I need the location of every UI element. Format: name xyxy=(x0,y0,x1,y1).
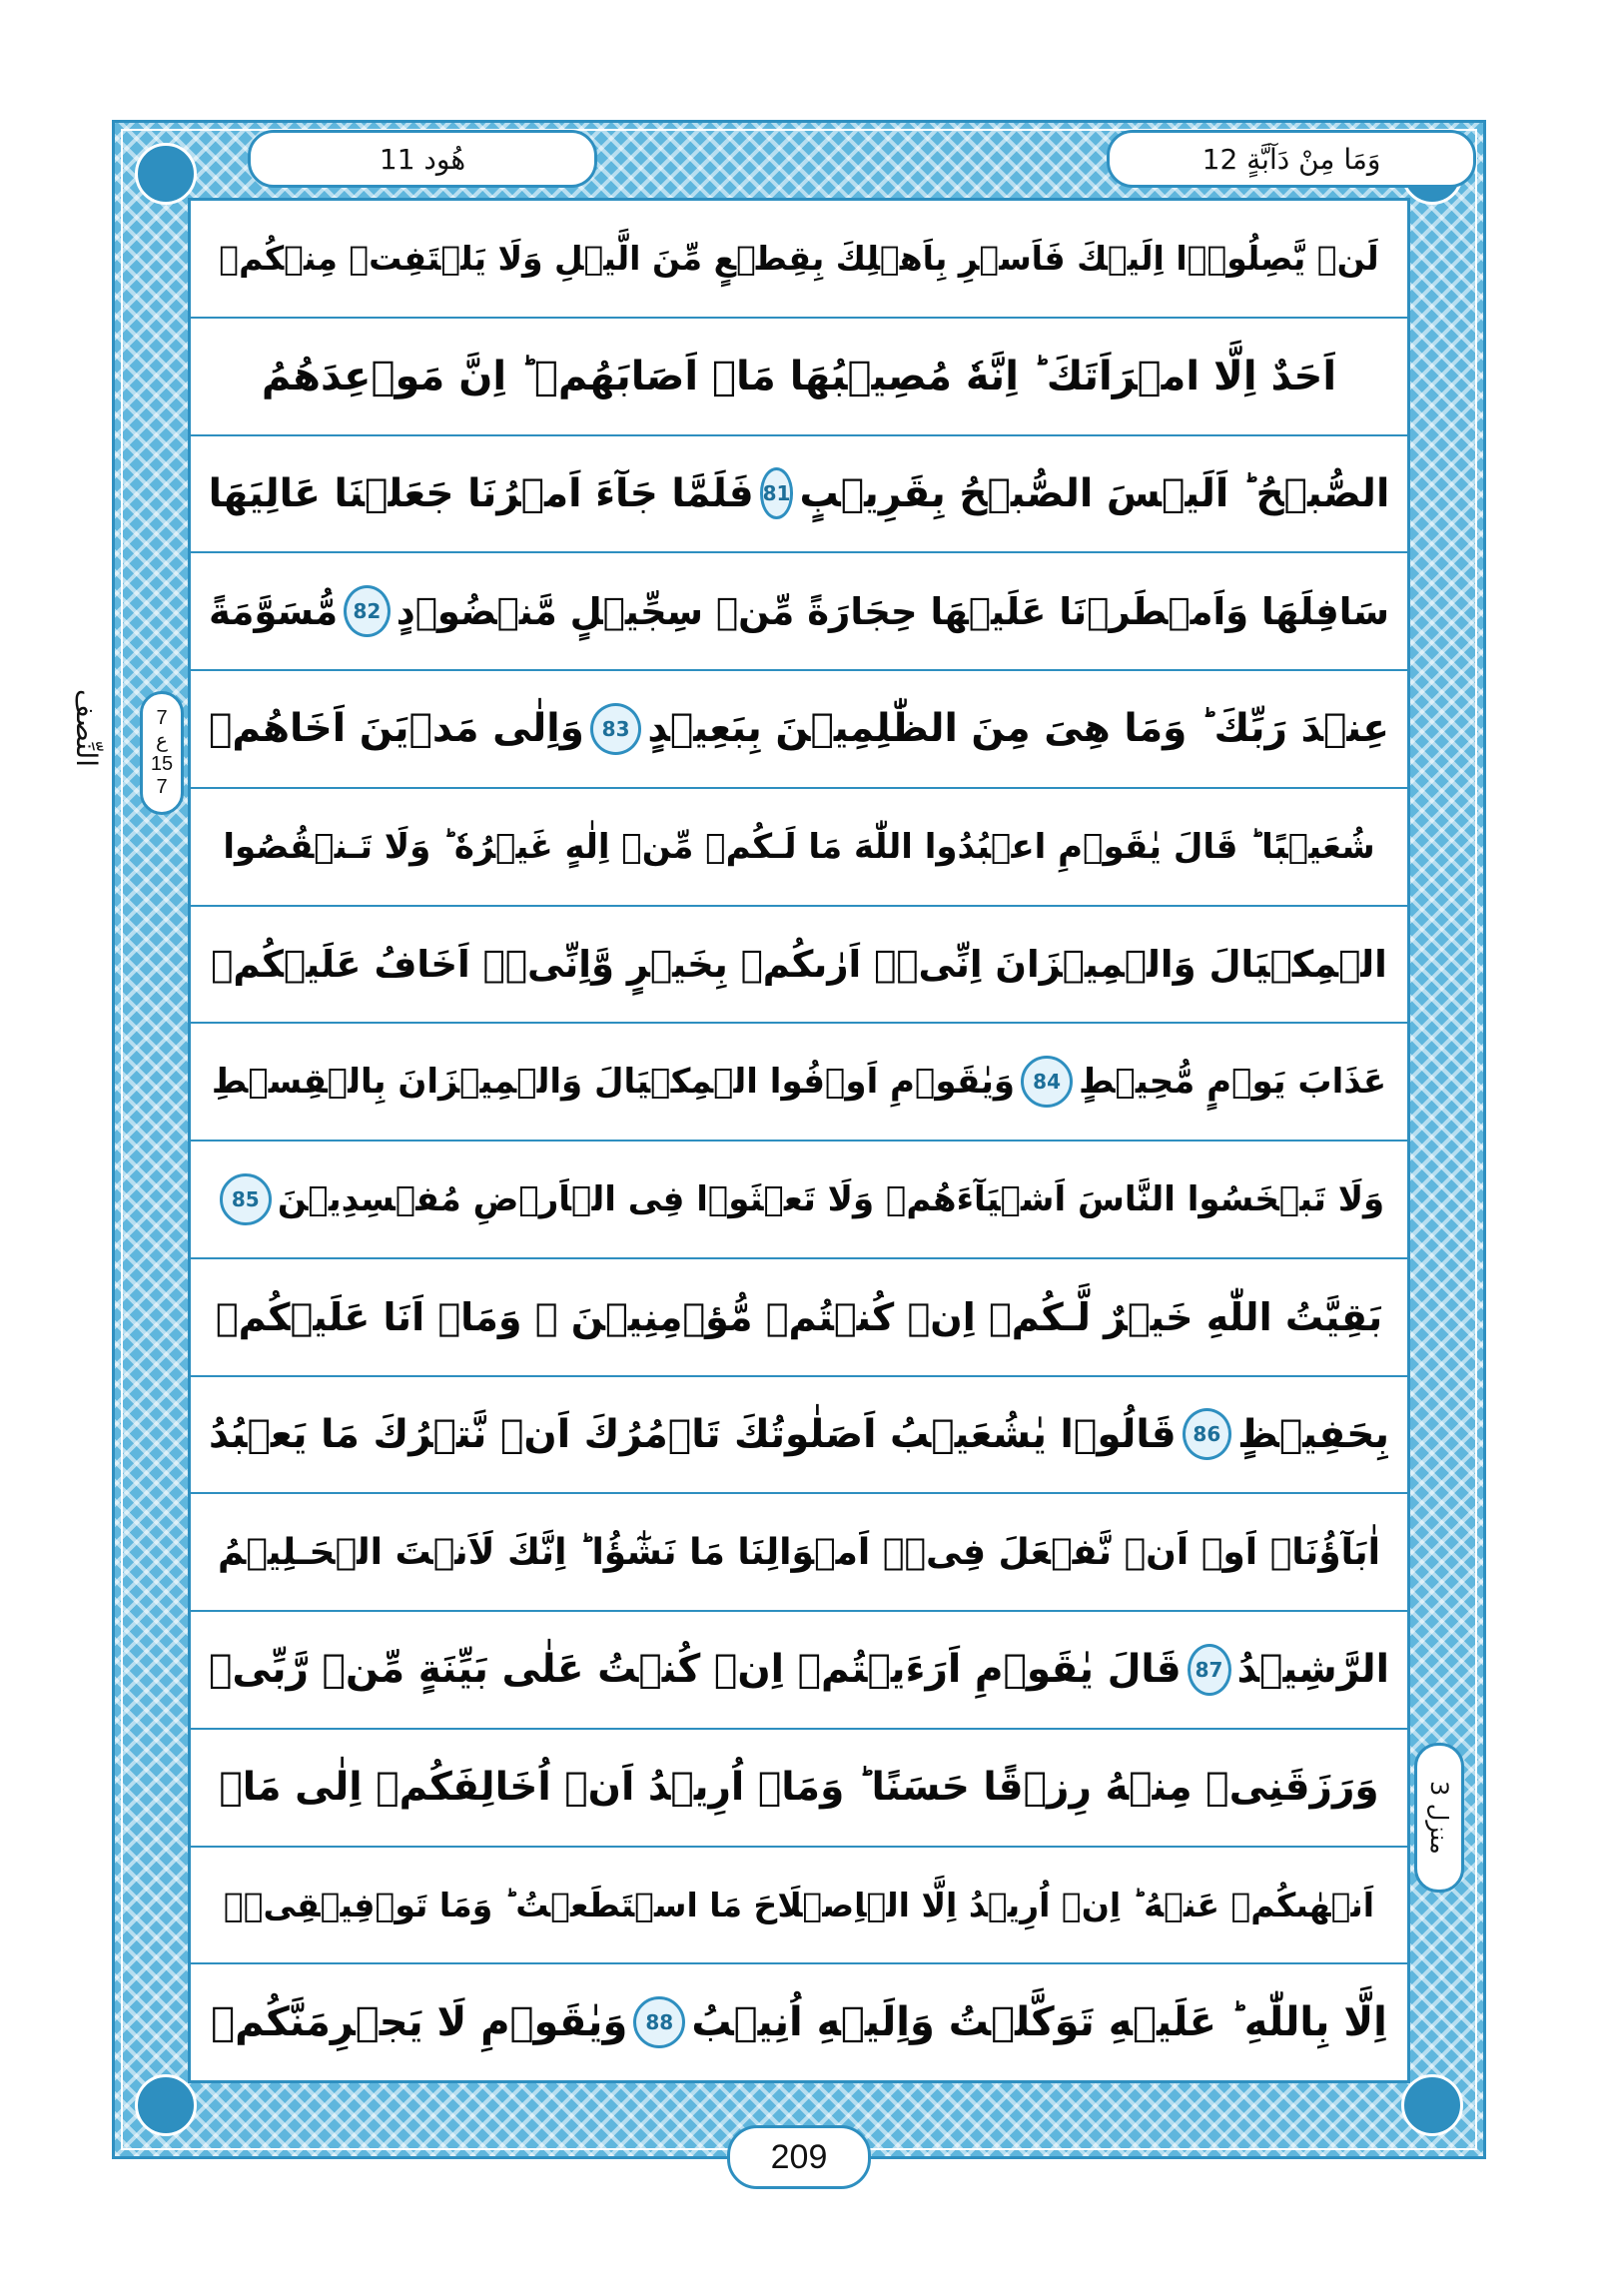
ayah-number-marker: 88 xyxy=(633,1996,685,2048)
verse-line xyxy=(191,201,1407,319)
corner-ornament xyxy=(135,2074,197,2136)
line-text: عِنۡدَ رَبِّكَ ؕ وَمَا هِىَ مِنَ الظّٰلِمِيۡنَ بِبَعِيۡدٍ xyxy=(647,706,1389,752)
verse-line xyxy=(191,1494,1407,1612)
ayah-number-marker: 86 xyxy=(1183,1408,1231,1460)
corner-ornament xyxy=(1401,2074,1463,2136)
verse-line xyxy=(191,1259,1407,1377)
verse-line xyxy=(191,436,1407,554)
verse-line xyxy=(191,1024,1407,1142)
line-text: الصُّبۡحُ ؕ اَلَيۡسَ الصُّبۡحُ بِقَرِيۡبٍ xyxy=(799,470,1390,516)
line-text: وَاِلٰى مَدۡيَنَ اَخَاهُمۡ xyxy=(209,706,584,752)
line-text: اَنۡهٰٮكُمۡ عَنۡهُ ؕ اِنۡ اُرِيۡدُ اِلَّا الۡاِصۡلَاحَ مَا اسۡتَطَعۡتُ ؕ وَمَا تَوۡفِيۡقِىۡۤ xyxy=(223,1885,1375,1924)
line-text: وَلَا تَبۡخَسُوا النَّاسَ اَشۡيَآءَهُمۡ وَلَا تَعۡثَوۡا فِى الۡاَرۡضِ مُفۡسِدِيۡنَ xyxy=(277,1178,1385,1219)
verse-line xyxy=(191,319,1407,436)
line-text: وَيٰقَوۡمِ اَوۡفُوا الۡمِكۡيَالَ وَالۡمِيۡزَانَ بِالۡقِسۡطِ xyxy=(211,1062,1016,1103)
line-text: فَلَمَّا جَآءَ اَمۡرُنَا جَعَلۡنَا عَالِيَهَا xyxy=(208,470,754,516)
verse-line xyxy=(191,671,1407,789)
line-text: سَافِلَهَا وَاَمۡطَرۡنَا عَلَيۡهَا حِجَارَةً مِّنۡ سِجِّيۡلٍ مَّنۡضُوۡدٍ xyxy=(396,589,1389,633)
verse-line xyxy=(191,1612,1407,1730)
line-text: وَرَزَقَنِىۡ مِنۡهُ رِزۡقًا حَسَنًا ؕ وَمَاۤ اُرِيۡدُ اَنۡ اُخَالِفَكُمۡ اِلٰى مَاۤ xyxy=(219,1765,1379,1811)
line-text: شُعَيۡبًا ؕ قَالَ يٰقَوۡمِ اعۡبُدُوا اللّٰهَ مَا لَـكُمۡ مِّنۡ اِلٰهٍ غَيۡرُهٗ ؕ وَلَا تَـنۡقُصُوا xyxy=(223,826,1375,867)
line-text: مُّسَوَّمَةً xyxy=(209,589,339,633)
line-text: قَالَ يٰقَوۡمِ اَرَءَيۡتُمۡ اِنۡ كُنۡتُ عَلٰى بَيِّنَةٍ مِّنۡ رَّبِّىۡ xyxy=(209,1647,1182,1693)
line-text: بَقِيَّتُ اللّٰهِ خَيۡرٌ لَّـكُمۡ اِنۡ كُنۡتُمۡ مُّؤۡمِنِيۡنَ ۚ وَمَاۤ اَنَا عَلَيۡكُمۡ xyxy=(215,1294,1383,1339)
juz-name-header: وَمَا مِنْ دَآبَّةٍ 12 xyxy=(1107,130,1476,188)
verse-line xyxy=(191,789,1407,907)
verse-line xyxy=(191,1377,1407,1495)
line-text: عَذَابَ يَوۡمٍ مُّحِيۡطٍ xyxy=(1079,1062,1387,1103)
verse-line xyxy=(191,1730,1407,1848)
ruku-symbol: ع xyxy=(156,730,168,752)
line-text: قَالُوۡا يٰشُعَيۡبُ اَصَلٰوتُكَ تَاۡمُرُكَ اَنۡ نَّتۡرُكَ مَا يَعۡبُدُ xyxy=(209,1411,1177,1457)
line-text: اَحَدٌ اِلَّا امۡرَاَتَكَ ؕ اِنَّهٗ مُصِيۡبُهَا مَاۤ اَصَابَهُمۡ ؕ اِنَّ مَوۡعِدَهُمُ xyxy=(261,353,1337,399)
surah-name-header: هُود 11 xyxy=(248,130,597,188)
ayah-number-marker: 82 xyxy=(344,585,391,637)
verse-line xyxy=(191,553,1407,671)
line-text: وَيٰقَوۡمِ لَا يَجۡرِمَنَّكُمۡ xyxy=(211,1999,628,2046)
verse-line xyxy=(191,1142,1407,1259)
verse-line xyxy=(191,1964,1407,2080)
line-text: بِحَفِيۡظٍ xyxy=(1237,1411,1389,1457)
line-text: لَنۡ يَّصِلُوۡۤا اِلَيۡكَ فَاَسۡرِ بِاَهۡلِكَ بِقِطۡعٍ مِّنَ الَّيۡلِ وَلَا يَلۡتَفِتۡ مِنۡكُمۡ xyxy=(219,239,1379,279)
verse-line xyxy=(191,907,1407,1025)
ayah-number-marker: 81 xyxy=(760,467,794,519)
line-text: اِلَّا بِاللّٰهِ ؕ عَلَيۡهِ تَوَكَّلۡتُ وَاِلَيۡهِ اُنِيۡبُ xyxy=(691,1999,1387,2046)
ruku-bottom-number: 7 xyxy=(156,776,168,798)
ruku-marker xyxy=(140,691,184,815)
corner-ornament xyxy=(135,143,197,205)
quran-text-panel xyxy=(188,198,1410,2083)
page-number: 209 xyxy=(727,2125,871,2189)
verse-line xyxy=(191,1848,1407,1965)
nisf-marker: النِّصف xyxy=(70,689,103,768)
ayah-number-marker: 83 xyxy=(590,703,642,755)
ayah-number-marker: 87 xyxy=(1188,1644,1231,1696)
ayah-number-marker: 85 xyxy=(220,1173,272,1225)
line-text: الۡمِكۡيَالَ وَالۡمِيۡزَانَ اِنِّىۡۤ اَرٰٮكُمۡ بِخَيۡرٍ وَّاِنِّىۡۤ اَخَافُ عَلَيۡكُمۡ xyxy=(211,942,1387,986)
ruku-top-number: 7 xyxy=(156,707,168,729)
manzil-marker xyxy=(1414,1743,1464,1893)
manzil-label: منزل 3 xyxy=(1425,1781,1453,1855)
ruku-middle-number: 15 xyxy=(150,753,174,775)
line-text: اٰبَآؤُنَاۤ اَوۡ اَنۡ نَّفۡعَلَ فِىۡۤ اَمۡوَالِنَا مَا نَشٰٓؤُا ؕ اِنَّكَ لَاَنۡتَ الۡحَـلِيۡمُ xyxy=(217,1531,1381,1573)
ayah-number-marker: 84 xyxy=(1021,1056,1073,1108)
line-text: الرَّشِيۡدُ xyxy=(1236,1647,1389,1693)
